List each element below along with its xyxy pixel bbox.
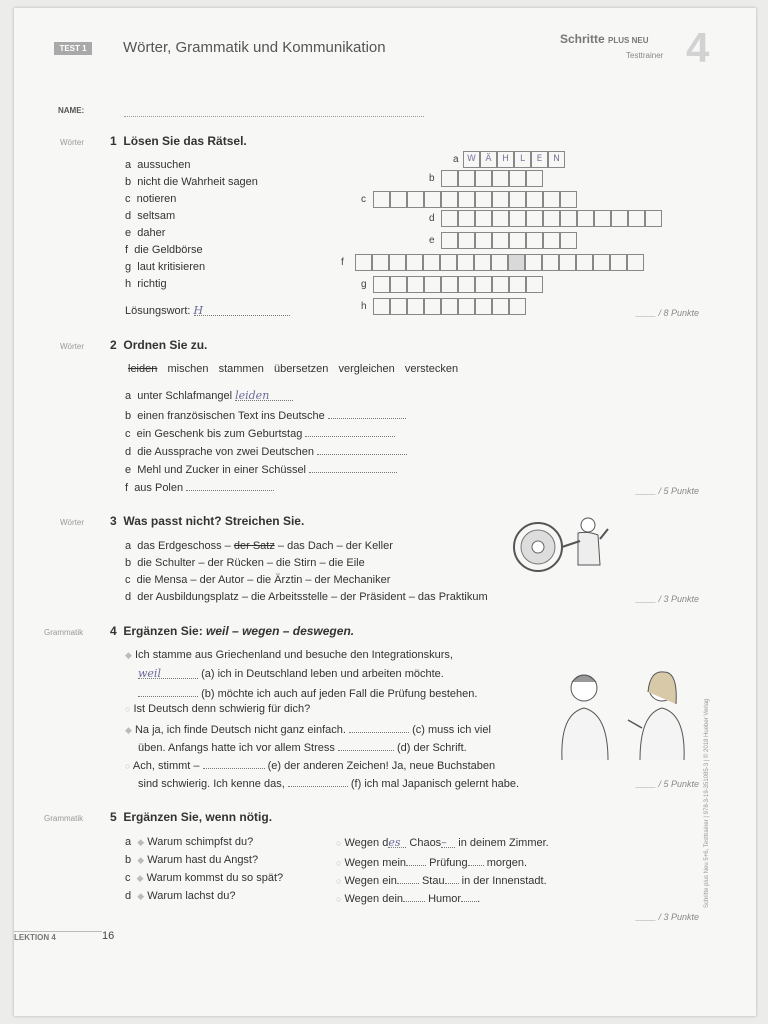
crossword-letter: L <box>519 154 525 164</box>
crossword-cell[interactable] <box>458 298 475 315</box>
task3-heading: 3 Was passt nicht? Streichen Sie. <box>110 514 305 528</box>
crossword-cell[interactable] <box>441 276 458 293</box>
crossword-cell[interactable] <box>594 210 611 227</box>
word-bank-item: stammen <box>218 363 264 375</box>
list-item: g laut kritisieren <box>125 261 206 273</box>
task2-points: ____ / 5 Punkte <box>636 486 700 496</box>
crossword-cell[interactable] <box>628 210 645 227</box>
crossword-cell[interactable] <box>424 191 441 208</box>
list-item: b einen französischen Text ins Deutsche <box>125 407 407 425</box>
crossword-cell[interactable] <box>407 191 424 208</box>
crossword-cell[interactable] <box>526 276 543 293</box>
crossword-cell[interactable] <box>525 254 542 271</box>
crossword-cell[interactable] <box>424 298 441 315</box>
list-item: b ◆ Warum hast du Angst? <box>125 854 259 866</box>
crossword-cell[interactable] <box>458 170 475 187</box>
crossword-row-label: f <box>341 257 344 268</box>
answer-field[interactable] <box>349 721 409 733</box>
volume-number: 4 <box>686 24 710 71</box>
crossword-cell[interactable] <box>441 210 458 227</box>
answer-field[interactable] <box>403 890 425 902</box>
crossword-cell[interactable] <box>407 276 424 293</box>
name-label: NAME: <box>58 106 85 115</box>
crossword-cell[interactable] <box>491 254 508 271</box>
crossword-cell[interactable] <box>372 254 389 271</box>
list-item: d seltsam <box>125 210 176 222</box>
brand-logo: Schritte PLUS NEU <box>560 32 649 46</box>
word-bank-item: übersetzen <box>273 363 329 375</box>
crossword-cell[interactable] <box>492 191 509 208</box>
word-bank-item: leiden <box>128 363 158 375</box>
answer-field[interactable] <box>317 443 407 455</box>
word-bank <box>128 363 458 375</box>
crossword-row-label: g <box>361 279 367 290</box>
list-item: b die Schulter – der Rücken – die Stirn – die Eile <box>125 557 365 569</box>
task1-list <box>125 159 258 295</box>
solution-word: Lösungswort: H <box>125 304 290 317</box>
task2-list <box>125 389 407 497</box>
crossword-cell[interactable] <box>543 232 560 249</box>
crossword-cell[interactable] <box>560 210 577 227</box>
crossword-letter: E <box>536 154 543 164</box>
crossword-cell[interactable] <box>475 276 492 293</box>
answer-field[interactable]: weil <box>138 667 198 679</box>
crossword-cell[interactable] <box>509 232 526 249</box>
crossword-cell[interactable] <box>390 191 407 208</box>
list-item: c die Mensa – der Autor – die Ärztin – der Mechaniker <box>125 574 391 586</box>
list-item: d die Aussprache von zwei Deutschen <box>125 443 407 461</box>
answer-field[interactable] <box>406 854 426 866</box>
list-item: d ◆ Warum lachst du? <box>125 890 236 902</box>
answer-field[interactable]: – <box>441 836 455 848</box>
crossword-cell[interactable] <box>508 254 525 271</box>
list-item: c ein Geschenk bis zum Geburtstag <box>125 425 407 443</box>
crossword-cell[interactable] <box>509 276 526 293</box>
section-label: Wörter <box>60 138 84 147</box>
task3-points: ____ / 3 Punkte <box>636 594 700 604</box>
crossword-cell[interactable] <box>576 254 593 271</box>
section-label: Wörter <box>60 342 84 351</box>
lesson-label: LEKTION 4 <box>14 933 56 942</box>
crossword-cell[interactable] <box>373 276 390 293</box>
task2-heading: 2 Ordnen Sie zu. <box>110 338 208 352</box>
crossword-cell[interactable] <box>509 191 526 208</box>
task5-questions <box>125 836 283 908</box>
list-item: a ◆ Warum schimpfst du? <box>125 836 254 848</box>
list-item: a das Erdgeschoss – der Satz – das Dach – der Keller <box>125 540 393 552</box>
task4-points: ____ / 5 Punkte <box>636 779 700 789</box>
crossword-letter: H <box>502 154 509 164</box>
crossword-cell[interactable] <box>441 298 458 315</box>
task1-heading: 1 Lösen Sie das Rätsel. <box>110 134 247 148</box>
crossword-cell[interactable] <box>560 232 577 249</box>
crossword-row-label: e <box>429 235 435 246</box>
crossword-cell[interactable] <box>475 232 492 249</box>
solution-input[interactable]: H <box>194 304 290 316</box>
list-item: c notieren <box>125 193 177 205</box>
list-item: d der Ausbildungsplatz – die Arbeitsstelle – der Präsident – das Praktikum <box>125 591 488 603</box>
answer-field[interactable] <box>461 890 477 902</box>
list-item: h richtig <box>125 278 167 290</box>
crossword-letter: Ä <box>485 154 492 164</box>
list-item: f die Geldbörse <box>125 244 203 256</box>
answer-field[interactable] <box>338 739 394 751</box>
people-illustration <box>554 662 694 762</box>
word-bank-item: verstecken <box>404 363 459 375</box>
answer-field[interactable] <box>309 461 397 473</box>
crossword-cell[interactable] <box>610 254 627 271</box>
crossword-cell[interactable] <box>424 276 441 293</box>
crossword-cell[interactable] <box>475 210 492 227</box>
crossword-cell[interactable] <box>492 232 509 249</box>
crossword-cell[interactable] <box>389 254 406 271</box>
crossword-cell[interactable] <box>373 298 390 315</box>
answer-field[interactable] <box>445 872 459 884</box>
crossword-row-label: b <box>429 173 435 184</box>
answer-field[interactable]: es <box>388 836 406 848</box>
crossword-cell[interactable] <box>441 191 458 208</box>
task1-points: ____ / 8 Punkte <box>636 308 700 318</box>
crossword-cell[interactable] <box>526 210 543 227</box>
crossword-cell[interactable] <box>577 210 594 227</box>
crossword-cell[interactable] <box>509 298 526 315</box>
answer-field[interactable] <box>305 425 395 437</box>
answer-field[interactable] <box>203 757 265 769</box>
crossword-cell[interactable] <box>526 170 543 187</box>
crossword-cell[interactable] <box>458 232 475 249</box>
crossword-cell[interactable] <box>560 191 577 208</box>
crossword-cell[interactable] <box>373 191 390 208</box>
task5-heading: 5 Ergänzen Sie, wenn nötig. <box>110 810 273 824</box>
crossword-cell[interactable] <box>645 210 662 227</box>
crossword-cell[interactable] <box>441 170 458 187</box>
list-item: e daher <box>125 227 166 239</box>
task4-dialog: ◆ Ich stamme aus Griechenland und besuche den Integrationskurs, weil (a) ich in Deutschland leben und arbeiten möchte. (b) möchte ich auch auf jeden Fall die Prüfung bestehen. ○ Ist Deutsch denn schwierig für dich? ◆ Na ja, ich finde Deutsch nicht ganz einfach. (c) muss ich viel üben. Anfangs hatte ich vor allem Stress (d) der Schrift. ○ Ach, stimmt – (e) der anderen Zeichen! Ja, neue Buchstaben sind schwierig. Ich kenne das, (f) ich mal Japanisch gelernt habe. <box>125 649 520 790</box>
answer-field[interactable] <box>468 854 484 866</box>
crossword-cell[interactable] <box>611 210 628 227</box>
section-label: Grammatik <box>44 628 84 637</box>
crossword-cell[interactable] <box>542 254 559 271</box>
answer-field[interactable]: leiden <box>235 389 293 401</box>
list-item: e Mehl und Zucker in einer Schüssel <box>125 461 407 479</box>
list-item: ○ Wegen dein Humor . <box>336 890 549 908</box>
crossword-row-label: c <box>361 194 366 205</box>
list-item: a aussuchen <box>125 159 191 171</box>
crossword-cell[interactable] <box>441 232 458 249</box>
crossword-cell[interactable] <box>407 298 424 315</box>
crossword-cell[interactable] <box>406 254 423 271</box>
crossword-cell[interactable] <box>423 254 440 271</box>
answer-field[interactable] <box>186 479 274 491</box>
answer-field[interactable] <box>288 775 348 787</box>
crossword-cell[interactable] <box>492 276 509 293</box>
crossword-letter: N <box>553 154 560 164</box>
crossword-cell[interactable] <box>457 254 474 271</box>
crossword-row-label: h <box>361 301 367 312</box>
crossword-cell[interactable] <box>475 298 492 315</box>
crossword-cell[interactable] <box>526 191 543 208</box>
answer-field[interactable] <box>138 685 198 697</box>
list-item: ○ Wegen ein Stau in der Innenstadt. <box>336 872 549 890</box>
crossword-cell[interactable] <box>475 191 492 208</box>
page-title: Wörter, Grammatik und Kommunikation <box>123 39 386 56</box>
crossword-row-label: a <box>453 154 459 165</box>
list-item: ○ Wegen mein Prüfung morgen. <box>336 854 549 872</box>
crossword-cell[interactable] <box>440 254 457 271</box>
crossword-cell[interactable] <box>509 210 526 227</box>
name-field[interactable] <box>124 116 424 117</box>
crossword-cell[interactable] <box>627 254 644 271</box>
section-label: Wörter <box>60 518 84 527</box>
crossword-cell[interactable] <box>543 210 560 227</box>
task5-answers <box>336 836 549 908</box>
crossword-cell[interactable] <box>474 254 491 271</box>
crossword-cell[interactable] <box>593 254 610 271</box>
crossword-row-label: d <box>429 213 435 224</box>
crossword-cell[interactable] <box>458 276 475 293</box>
list-item: b nicht die Wahrheit sagen <box>125 176 258 188</box>
task4-heading: 4 Ergänzen Sie: weil – wegen – deswegen. <box>110 624 355 638</box>
list-item: c ◆ Warum kommst du so spät? <box>125 872 284 884</box>
answer-field[interactable] <box>397 872 419 884</box>
word-bank-item: vergleichen <box>338 363 395 375</box>
crossword-cell[interactable] <box>543 191 560 208</box>
word-bank-item: mischen <box>167 363 209 375</box>
brand-subtitle: Testtrainer <box>626 51 664 60</box>
crossword-cell[interactable] <box>390 276 407 293</box>
crossword-cell[interactable] <box>355 254 372 271</box>
mechanic-illustration <box>500 511 612 577</box>
worksheet-page <box>14 8 756 1016</box>
copyright-note: Schritte plus Neu 5+6, Testtrainer | 978-3-19-351085-3 | © 2018 Hueber Verlag <box>704 698 710 908</box>
crossword-cell[interactable] <box>492 170 509 187</box>
page-number: 16 <box>102 930 115 942</box>
test-badge: TEST 1 <box>54 42 92 55</box>
list-item: f aus Polen <box>125 479 407 497</box>
crossword-cell[interactable] <box>475 170 492 187</box>
crossword-cell[interactable] <box>458 191 475 208</box>
crossword-cell[interactable] <box>458 210 475 227</box>
crossword-cell[interactable] <box>559 254 576 271</box>
crossword-cell[interactable] <box>492 298 509 315</box>
list-item: a unter Schlafmangel leiden <box>125 389 407 407</box>
task3-list <box>125 540 488 608</box>
section-label: Grammatik <box>44 814 84 823</box>
crossword-cell[interactable] <box>492 210 509 227</box>
crossword-cell[interactable] <box>526 232 543 249</box>
list-item: ○ Wegen des Chaos– in deinem Zimmer. <box>336 836 549 849</box>
crossword-cell[interactable] <box>390 298 407 315</box>
answer-field[interactable] <box>328 407 406 419</box>
crossword-cell[interactable] <box>509 170 526 187</box>
task5-points: ____ / 3 Punkte <box>636 912 700 922</box>
crossword-letter: W <box>467 154 476 164</box>
